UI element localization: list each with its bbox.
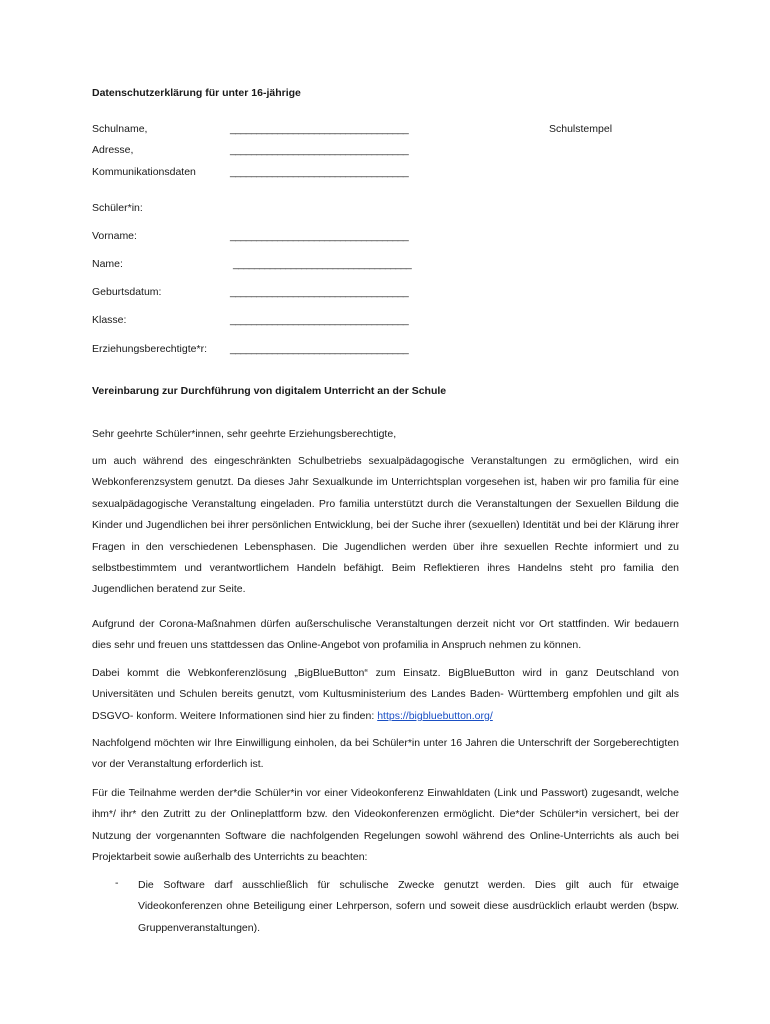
field-blank-klasse: __________________________________ bbox=[230, 314, 409, 326]
field-label-vorname: Vorname: bbox=[92, 230, 137, 242]
bullet-item-software-usage: Die Software darf ausschließlich für schulische Zwecke genutzt werden. Dies gilt auch für etwaige Videokonferenzen ohne Beteiligung einer Lehrperson, sofern und soweit diese ausdrücklich erlaubt werden (bspw. Gruppenveranstaltungen). bbox=[138, 879, 679, 934]
field-blank-name: __________________________________ bbox=[233, 258, 412, 270]
field-blank-geburtsdatum: __________________________________ bbox=[230, 286, 409, 298]
field-blank-vorname: __________________________________ bbox=[230, 230, 409, 242]
salutation: Sehr geehrte Schüler*innen, sehr geehrte Erziehungsberechtigte, bbox=[92, 428, 397, 440]
field-label-schulname: Schulname, bbox=[92, 123, 148, 135]
paragraph-corona: Aufgrund der Corona-Maßnahmen dürfen außerschulische Veranstaltungen derzeit nicht vor Ort stattfinden. Wir bedauern dies sehr und freuen uns stattdessen das Online-Angebot von profamilia in Anspruch nehmen zu können. bbox=[92, 618, 679, 652]
paragraph-participation: Für die Teilnahme werden der*die Schüler*in vor einer Videokonferenz Einwahldaten (Link und Passwort) zugesandt, welche ihm*/ ihr* den Zutritt zu der Onlineplattform bzw. den Videokonferenzen ermöglicht. Die*der Schüler*in versichert, bei der Nutzung der vorgenannten Software die nachfolgenden Regelungen sowohl während des Online-Unterrichts als auch bei Projektarbeit sowie außerhalb des Unterrichts zu beachten: bbox=[92, 787, 679, 864]
field-label-kommunikationsdaten: Kommunikationsdaten bbox=[92, 166, 196, 178]
agreement-title: Vereinbarung zur Durchführung von digitalem Unterricht an der Schule bbox=[92, 385, 447, 397]
paragraph-intro: um auch während des eingeschränkten Schulbetriebs sexualpädagogische Veranstaltungen zu ermöglichen, wird ein Webkonferenzsystem genutzt. Da dieses Jahr Sexualkunde im Unterrichtsplan vorgesehen ist, haben wir pro familia für eine sexualpädagogische Veranstaltung eingeladen. Pro familia unterstützt durch die Veranstaltungen der Sexuellen Bildung die Kinder und Jugendlichen bei ihrer persönlichen Entwicklung, bei der Suche ihrer (sexuellen) Identität und bei der Klärung ihrer Fragen in den verschiedenen Lebensphasen. Die Jugendlichen werden über ihre sexuellen Rechte informiert und zu selbstbestimmtem und verantwortlichem Handeln befähigt. Beim Reflektieren ihres Handelns steht pro familia den Jugendlichen beratend zur Seite. bbox=[92, 455, 679, 596]
field-blank-erziehungsberechtigte: __________________________________ bbox=[230, 343, 409, 355]
bullet-marker: - bbox=[115, 877, 119, 889]
student-heading: Schüler*in: bbox=[92, 202, 143, 214]
document-title: Datenschutzerklärung für unter 16-jährige bbox=[92, 87, 301, 99]
field-blank-adresse: __________________________________ bbox=[230, 144, 409, 156]
field-blank-schulname: __________________________________ bbox=[230, 123, 409, 135]
paragraph-bigbluebutton bbox=[92, 663, 679, 727]
field-label-erziehungsberechtigte: Erziehungsberechtigte*r: bbox=[92, 343, 207, 355]
field-label-name: Name: bbox=[92, 258, 123, 270]
field-blank-kommunikationsdaten: __________________________________ bbox=[230, 166, 409, 178]
school-stamp-label: Schulstempel bbox=[549, 123, 613, 135]
field-label-geburtsdatum: Geburtsdatum: bbox=[92, 286, 162, 298]
field-label-adresse: Adresse, bbox=[92, 144, 134, 156]
bigbluebutton-link[interactable]: https://bigbluebutton.org/ bbox=[377, 709, 493, 722]
paragraph-consent: Nachfolgend möchten wir Ihre Einwilligung einholen, da bei Schüler*in unter 16 Jahren die Unterschrift der Sorgeberechtigten vor der Veranstaltung erforderlich ist. bbox=[92, 737, 679, 771]
paragraph-bigbluebutton-text: Dabei kommt die Webkonferenzlösung „BigBlueButton“ zum Einsatz. BigBlueButton wird in ganz Deutschland von Universitäten und Schulen bereits genutzt, vom Kultusministerium des Landes Baden- Württemberg empfohlen und gilt als DSGVO- konform. Weitere Informationen sind hier zu finden: bbox=[92, 667, 679, 722]
field-label-klasse: Klasse: bbox=[92, 314, 127, 326]
